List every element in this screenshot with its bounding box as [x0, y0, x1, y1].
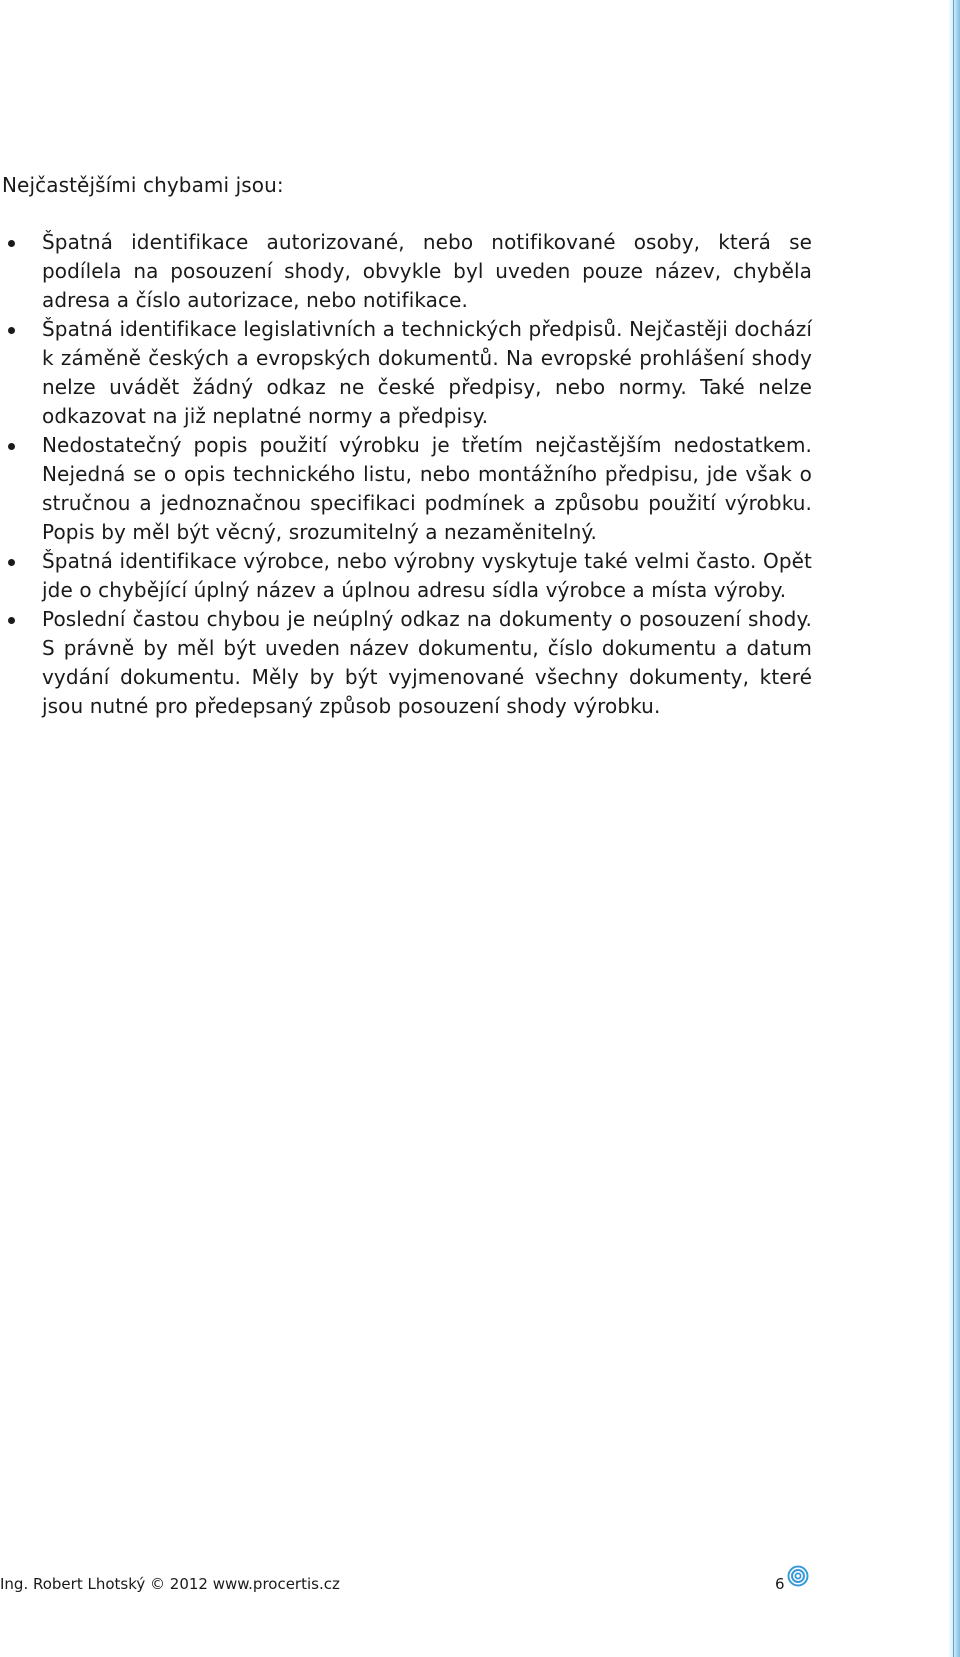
bullet-item [0, 228, 812, 315]
bullet-text: Špatná identifikace výrobce, nebo výrobny vyskytuje také velmi často. Opět jde o chybějící úplný název a úplnou adresu sídla výrobce a místa výroby. [42, 549, 812, 602]
bullet-list [0, 228, 812, 721]
bullet-text: Špatná identifikace legislativních a technických předpisů. Nejčastěji dochází k záměně českých a evropských dokumentů. Na evropské prohlášení shody nelze uvádět žádný odkaz ne české předpisy, nebo normy. Také nelze odkazovat na již neplatné normy a předpisy. [42, 317, 812, 428]
intro-text: Nejčastějšími chybami jsou: [2, 173, 284, 197]
bullet-text: Nedostatečný popis použití výrobku je třetím nejčastějším nedostatkem. Nejedná se o opis technického listu, nebo montážního předpisu, jde však o stručnou a jednoznačnou specifikaci podmínek a způsobu použití výrobku. Popis by měl být věcný, srozumitelný a nezaměnitelný. [42, 433, 812, 544]
page-number: 6 [775, 1575, 785, 1593]
bullet-dot-icon [8, 327, 15, 334]
bullet-text: Špatná identifikace autorizované, nebo notifikované osoby, která se podílela na posouzení shody, obvykle byl uveden pouze název, chyběla adresa a číslo autorizace, nebo notifikace. [42, 230, 812, 312]
page-edge-decoration [948, 0, 960, 1657]
bullet-item [0, 315, 812, 431]
page-edge-line [953, 0, 954, 1657]
bullet-dot-icon [8, 559, 15, 566]
bullet-item [0, 547, 812, 605]
concentric-circles-icon [787, 1565, 809, 1587]
bullet-dot-icon [8, 240, 15, 247]
page-footer [0, 1568, 960, 1598]
bullet-text: Poslední častou chybou je neúplný odkaz na dokumenty o posouzení shody. S právně by měl být uveden název dokumentu, číslo dokumentu a datum vydání dokumentu. Měly by být vyjmenované všechny dokumenty, které jsou nutné pro předepsaný způsob posouzení shody výrobku. [42, 607, 812, 718]
footer-author: Ing. Robert Lhotský © 2012 www.procertis.cz [0, 1575, 340, 1593]
bullet-dot-icon [8, 443, 15, 450]
bullet-item [0, 605, 812, 721]
bullet-dot-icon [8, 617, 15, 624]
bullet-item [0, 431, 812, 547]
